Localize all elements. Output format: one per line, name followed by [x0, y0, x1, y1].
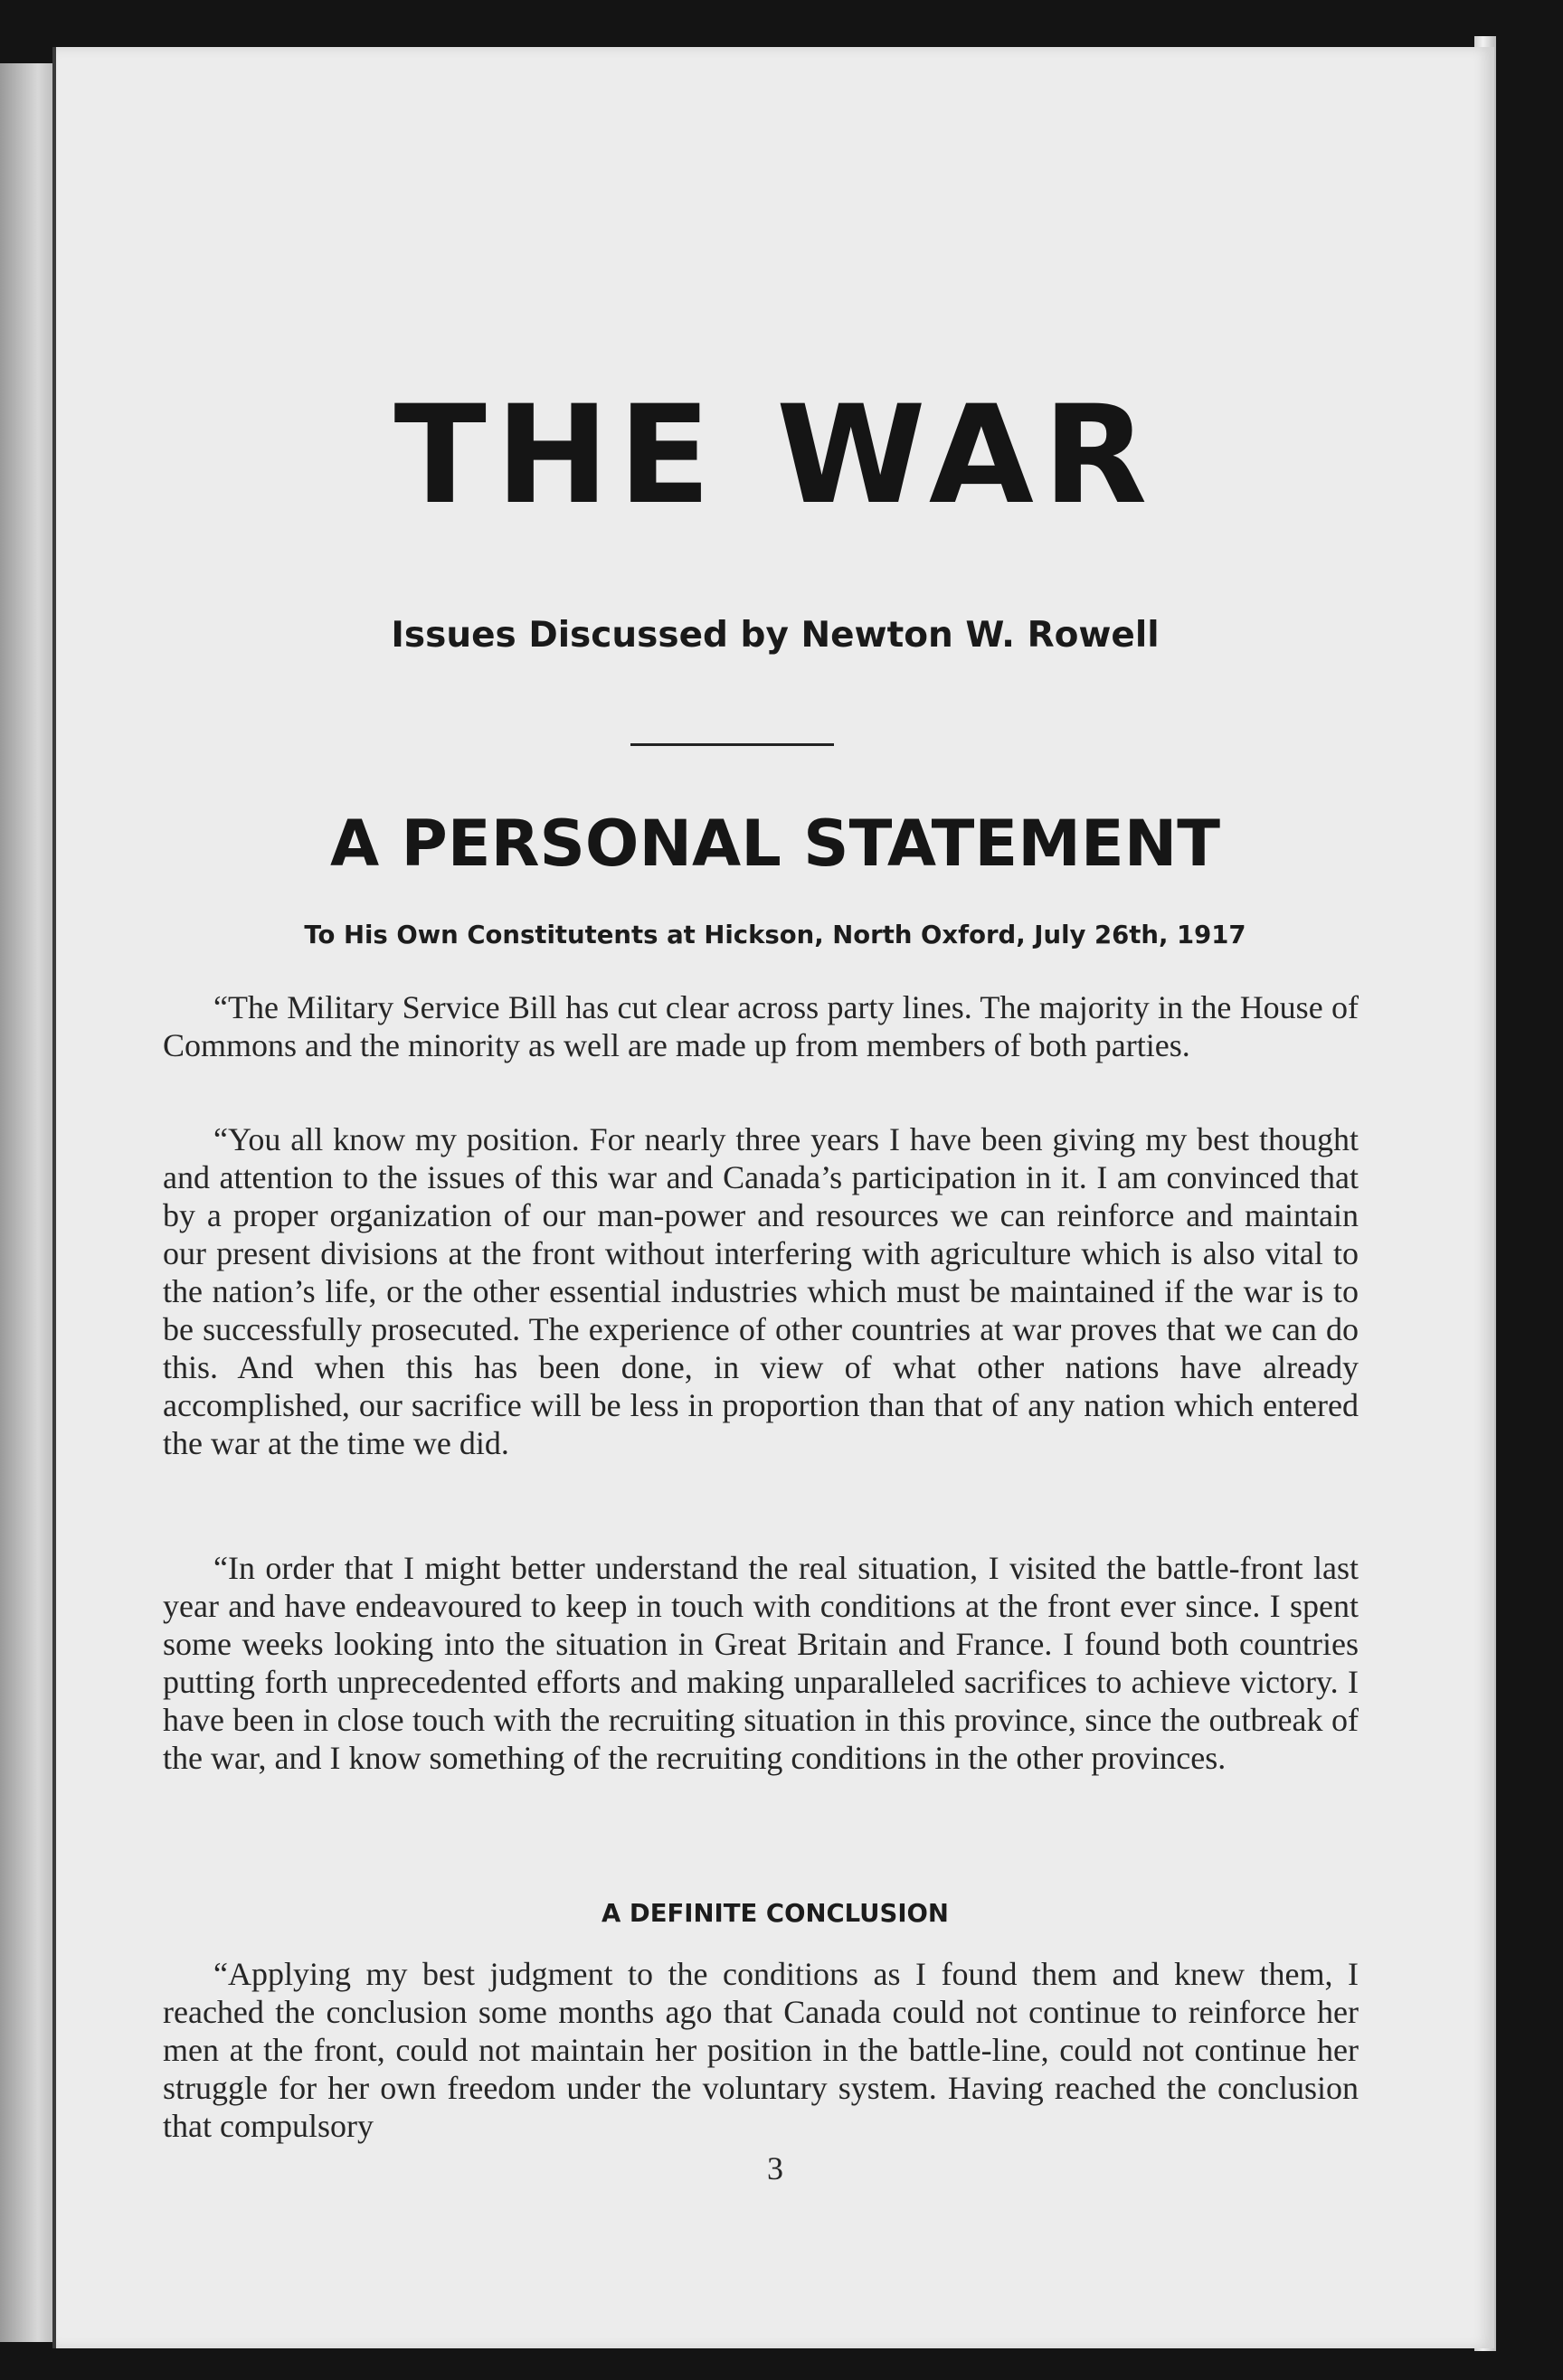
paragraph-text: “Applying my best judgment to the conditions as I found them and knew them, I reached the conclusion some months ago that Canada could not continue to reinforce her men at the front, could not maintain her position in the battle-line, could not continue her struggle for her own freedom under the voluntary system. Having reached the conclusion that compulsory	[163, 1956, 1359, 2144]
paragraph-text: “The Military Service Bill has cut clear across party lines. The majority in the House of Commons and the minority as well are made up from members of both parties.	[163, 989, 1359, 1063]
body-paragraph	[163, 988, 1359, 1064]
body-paragraph	[163, 1549, 1359, 1777]
document-title: THE WAR	[393, 377, 1157, 534]
page-number: 3	[767, 2150, 783, 2186]
paragraph-text: “You all know my position. For nearly three years I have been giving my best thought and attention to the issues of this war and Canada’s participation in it. I am convinced that by a proper organization of our man-power and resources we can reinforce and maintain our present divisions at the front without interfering with agriculture which is also vital to the nation’s life, or the other essential industries which must be maintained if the war is to be successfully prosecuted. The experience of other countries at war proves that we can do this. And when this has been done, in view of what other nations have already accomplished, our sacrifice will be less in proportion than that of any nation which entered the war at the time we did.	[163, 1121, 1359, 1461]
paragraph-text: “In order that I might better understand the real situation, I visited the battle-front last year and have endeavoured to keep in touch with conditions at the front ever since. I spent some weeks looking into the situation in Great Britain and France. I found both countries putting forth unprecedented efforts and making unparalleled sacrifices to achieve victory. I have been in close touch with the recruiting situation in this province, since the outbreak of the war, and I know something of the recruiting conditions in the other provinces.	[163, 1550, 1359, 1776]
section-heading: A DEFINITE CONCLUSION	[602, 1899, 949, 1928]
document-byline: Issues Discussed by Newton W. Rowell	[391, 615, 1160, 656]
horizontal-rule	[630, 743, 834, 746]
body-paragraph	[163, 1120, 1359, 1462]
document-page	[52, 47, 1494, 2348]
statement-heading: A PERSONAL STATEMENT	[329, 807, 1221, 881]
body-paragraph	[163, 1955, 1359, 2145]
statement-subheading: To His Own Constitutents at Hickson, North Oxford, July 26th, 1917	[304, 921, 1246, 949]
previous-page-edge	[0, 63, 54, 2342]
